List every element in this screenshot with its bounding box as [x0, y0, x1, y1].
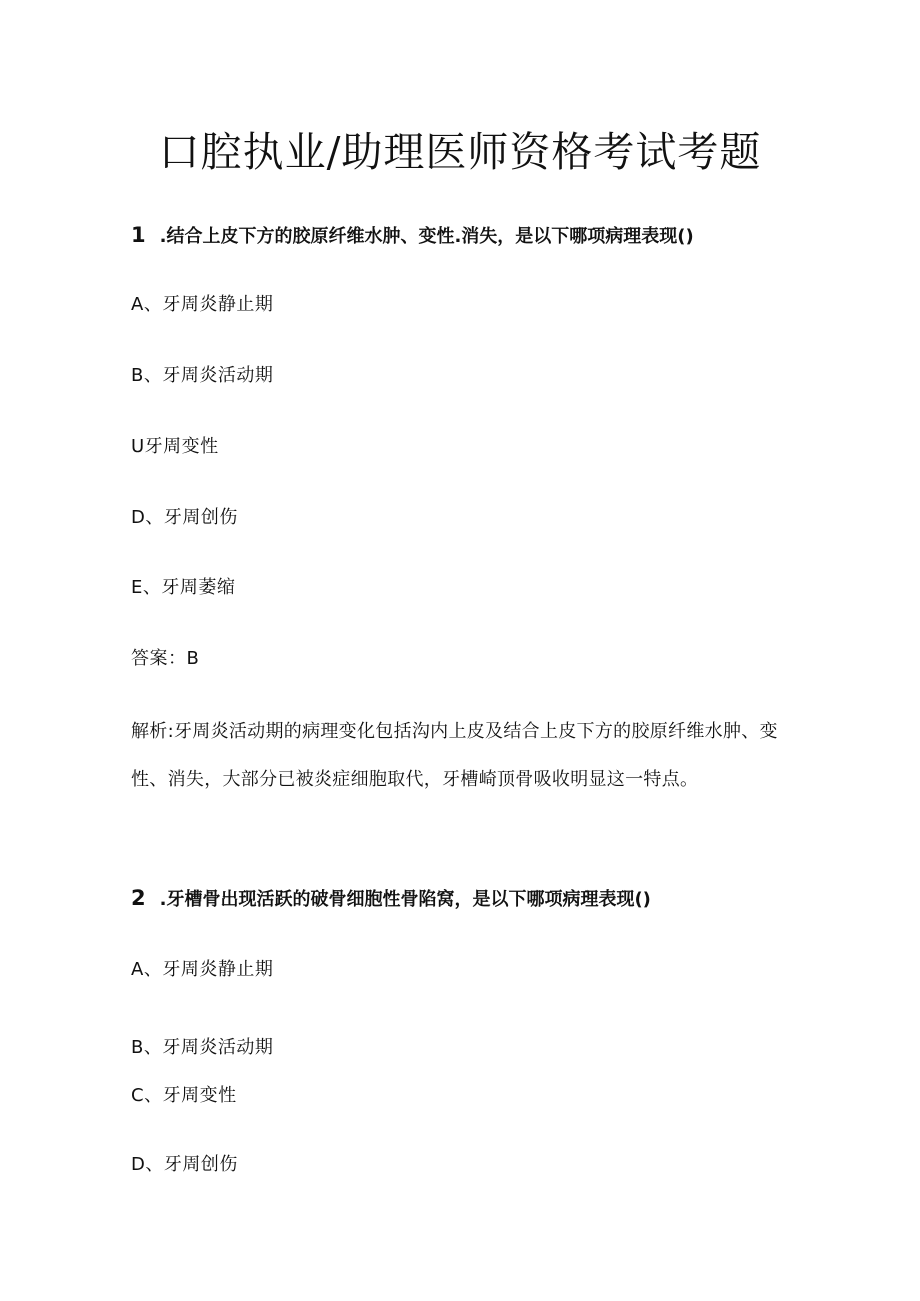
option-c: U牙周变性: [131, 436, 219, 457]
question-stem: .结合上皮下方的胶原纤维水肿、变性.消失，是以下哪项病理表现(): [159, 226, 694, 247]
explanation-line-2: 性、消失，大部分已被炎症细胞取代，牙槽崎顶骨吸收明显这一特点。: [131, 769, 699, 790]
question-number: 1: [131, 223, 146, 247]
option-e: E、牙周萎缩: [131, 577, 236, 598]
option-d: D、牙周创伤: [131, 1154, 238, 1175]
question-number: 2: [131, 886, 146, 910]
option-b: B、牙周炎活动期: [131, 1037, 274, 1058]
option-d: D、牙周创伤: [131, 507, 238, 528]
option-b: B、牙周炎活动期: [131, 365, 274, 386]
option-a: A、牙周炎静止期: [131, 959, 274, 980]
question-2: [131, 885, 651, 913]
question-1: [131, 222, 694, 250]
option-a: A、牙周炎静止期: [131, 294, 274, 315]
question-stem: .牙槽骨出现活跃的破骨细胞性骨陷窝，是以下哪项病理表现(): [159, 889, 651, 910]
explanation-line-1: 解析:牙周炎活动期的病理变化包括沟内上皮及结合上皮下方的胶原纤维水肿、变: [131, 721, 778, 742]
answer: 答案：B: [131, 648, 200, 669]
document-title: 口腔执业/助理医师资格考试考题: [158, 128, 762, 176]
option-c: C、牙周变性: [131, 1085, 237, 1106]
